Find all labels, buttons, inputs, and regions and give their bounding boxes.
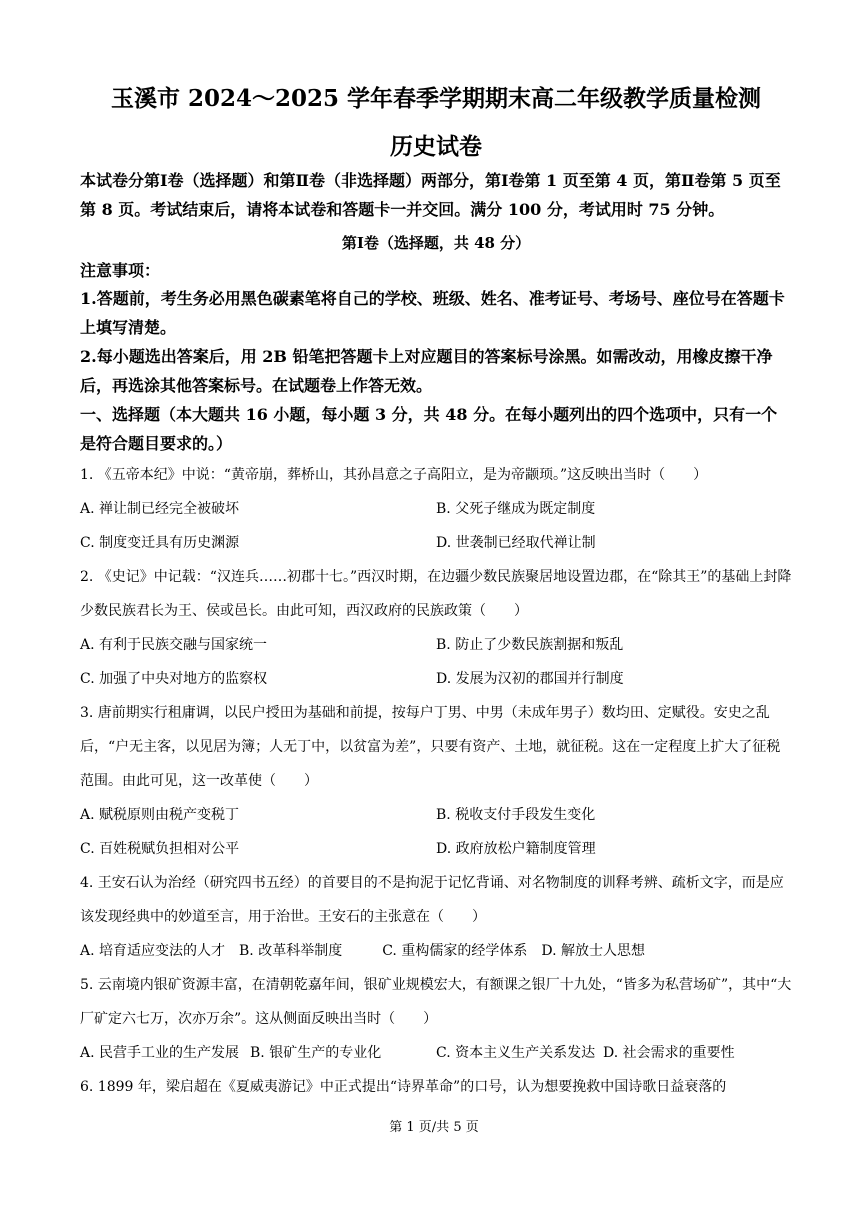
question-stem: 2. 《史记》中记载：“汉连兵……初郡十七。”西汉时期，在边疆少数民族聚居地设置边郡，在“除其王”的基础上封降少数民族君长为王、侯或邑长。由此可知，西汉政府的民族政策（ ） [80, 569, 792, 619]
option-c: C. 百姓税赋负担相对公平 [80, 841, 240, 857]
option-a: A. 赋税原则由税产变税丁 [80, 807, 240, 823]
exam-page [80, 82, 792, 1104]
notice-item: 2.每小题选出答案后，用 2B 铅笔把答题卡上对应题目的答案标号涂黑。如需改动，用橡皮擦干净后，再选涂其他答案标号。在试题卷上作答无效。 [80, 347, 773, 395]
question-stem: 4. 王安石认为治经（研究四书五经）的首要目的不是拘泥于记忆背诵、对名物制度的训释考辨、疏析文字，而是应该发现经典中的妙道至言，用于治世。王安石的主张意在（ ） [80, 875, 784, 925]
exam-subtitle: 历史试卷 [390, 133, 482, 160]
options-group [80, 628, 792, 696]
option-b: B. 税收支付手段发生变化 [436, 807, 596, 823]
options-group [80, 934, 792, 968]
exam-intro: 本试卷分第Ⅰ卷（选择题）和第Ⅱ卷（非选择题）两部分，第Ⅰ卷第 1 页至第 4 页，第Ⅱ卷第 5 页至第 8 页。考试结束后，请将本试卷和答题卡一并交回。满分 100 分，考试用时 75 分钟。 [80, 171, 781, 219]
part-heading: 一、选择题（本大题共 16 小题，每小题 3 分，共 48 分。在每小题列出的四个选项中，只有一个是符合题目要求的。） [80, 405, 778, 453]
question-stem: 3. 唐前期实行租庸调，以民户授田为基础和前提，按每户丁男、中男（未成年男子）数均田、定赋役。安史之乱后，“户无主客，以见居为簿；人无丁中，以贫富为差”，只要有资产、土地，就征税。这在一定程度上扩大了征税范围。由此可见，这一改革使（ ） [80, 705, 781, 789]
section-heading: 第Ⅰ卷（选择题，共 48 分） [341, 234, 531, 252]
option-a: A. 培育适应变法的人才 [80, 943, 226, 959]
option-d: D. 发展为汉初的郡国并行制度 [436, 671, 624, 687]
notice-label: 注意事项： [80, 261, 161, 280]
question-stem: 5. 云南境内银矿资源丰富，在清朝乾嘉年间，银矿业规模宏大，有额课之银厂十九处，“皆多为私营场矿”，其中“大厂矿定六七万，次亦万余”。这从侧面反映出当时（ ） [80, 977, 792, 1027]
option-b: B. 防止了少数民族割据和叛乱 [436, 637, 624, 653]
question-stem: 6. 1899 年，梁启超在《夏威夷游记》中正式提出“诗界革命”的口号，认为想要挽救中国诗歌日益衰落的 [80, 1079, 727, 1095]
option-c: C. 资本主义生产关系发达 [436, 1045, 596, 1061]
option-c: C. 制度变迁具有历史渊源 [80, 535, 240, 551]
options-group [80, 492, 792, 560]
option-d: D. 世袭制已经取代禅让制 [436, 535, 596, 551]
option-a: A. 民营手工业的生产发展 [80, 1045, 240, 1061]
option-b: B. 银矿生产的专业化 [250, 1045, 382, 1061]
option-c: C. 重构儒家的经学体系 [382, 943, 528, 959]
options-group [80, 1036, 792, 1070]
option-a: A. 有利于民族交融与国家统一 [80, 637, 268, 653]
option-d: D. 解放士人思想 [541, 943, 645, 959]
option-b: B. 改革科举制度 [239, 943, 343, 959]
notice-item: 1.答题前，考生务必用黑色碳素笔将自己的学校、班级、姓名、准考证号、考场号、座位号在答题卡上填写清楚。 [80, 289, 785, 337]
option-d: D. 政府放松户籍制度管理 [436, 841, 596, 857]
options-group [80, 798, 792, 866]
option-b: B. 父死子继成为既定制度 [436, 501, 596, 517]
exam-title: 玉溪市 2024～2025 学年春季学期期末高二年级教学质量检测 [110, 85, 762, 112]
question-stem: 1. 《五帝本纪》中说：“黄帝崩，葬桥山，其孙昌意之子高阳立，是为帝颛顼。”这反映出当时（ ） [80, 467, 708, 483]
option-c: C. 加强了中央对地方的监察权 [80, 671, 268, 687]
page-footer: 第 1 页/共 5 页 [389, 1120, 479, 1135]
option-a: A. 禅让制已经完全被破坏 [80, 501, 240, 517]
option-d: D. 社会需求的重要性 [603, 1045, 735, 1061]
